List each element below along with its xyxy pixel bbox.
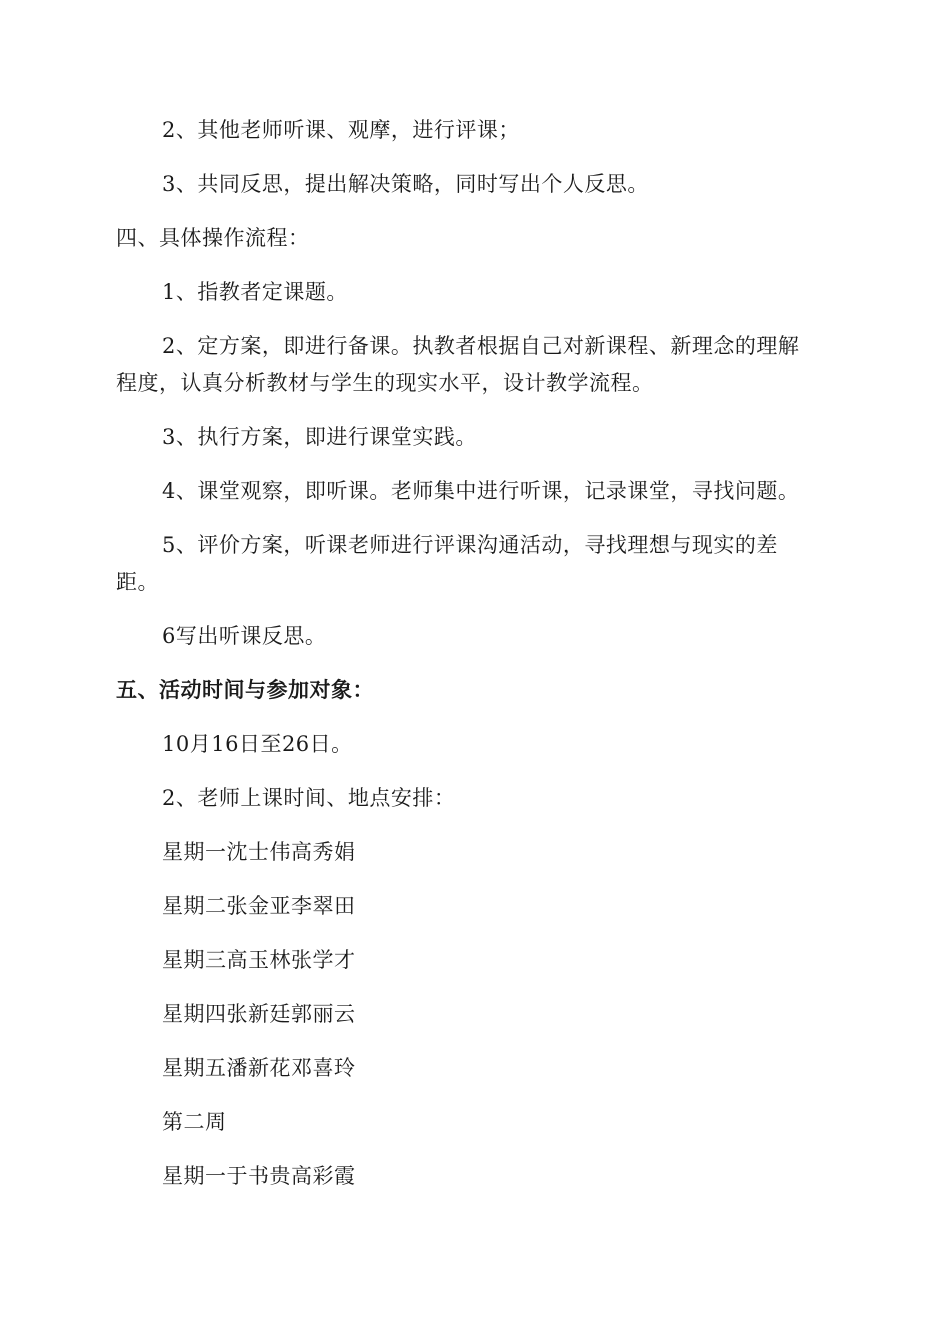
paragraph-step-2-line-2: 程度，认真分析教材与学生的现实水平，设计教学流程。: [116, 371, 654, 395]
schedule-item-wednesday: 星期三高玉林张学才: [162, 948, 356, 972]
paragraph-step-5-line-1: 5、评价方案，听课老师进行评课沟通活动，寻找理想与现实的差: [162, 533, 778, 557]
schedule-item-thursday: 星期四张新廷郭丽云: [162, 1002, 356, 1026]
paragraph-step-1: 1、指教者定课题。: [162, 280, 348, 304]
schedule-item-tuesday: 星期二张金亚李翠田: [162, 894, 356, 918]
paragraph-joint-reflection: 3、共同反思，提出解决策略，同时写出个人反思。: [162, 172, 649, 196]
paragraph-step-3: 3、执行方案，即进行课堂实践。: [162, 425, 477, 449]
paragraph-step-6: 6写出听课反思。: [162, 624, 327, 648]
paragraph-schedule-intro: 2、老师上课时间、地点安排：: [162, 786, 456, 810]
section-heading-time-participants: 五、活动时间与参加对象：: [116, 677, 374, 702]
schedule-item-week-2-monday: 星期一于书贵高彩霞: [162, 1164, 356, 1188]
paragraph-step-5-line-2: 距。: [116, 570, 159, 594]
paragraph-date-range: 10月16日至26日。: [162, 732, 353, 756]
paragraph-step-4: 4、课堂观察，即听课。老师集中进行听课，记录课堂，寻找问题。: [162, 479, 800, 503]
schedule-item-monday: 星期一沈士伟高秀娟: [162, 840, 356, 864]
paragraph-other-teachers-evaluate: 2、其他老师听课、观摩，进行评课；: [162, 118, 520, 142]
schedule-week-2-label: 第二周: [162, 1110, 227, 1134]
schedule-item-friday: 星期五潘新花邓喜玲: [162, 1056, 356, 1080]
paragraph-step-2-line-1: 2、定方案，即进行备课。执教者根据自己对新课程、新理念的理解: [162, 334, 800, 358]
section-heading-procedure: 四、具体操作流程：: [116, 226, 310, 250]
